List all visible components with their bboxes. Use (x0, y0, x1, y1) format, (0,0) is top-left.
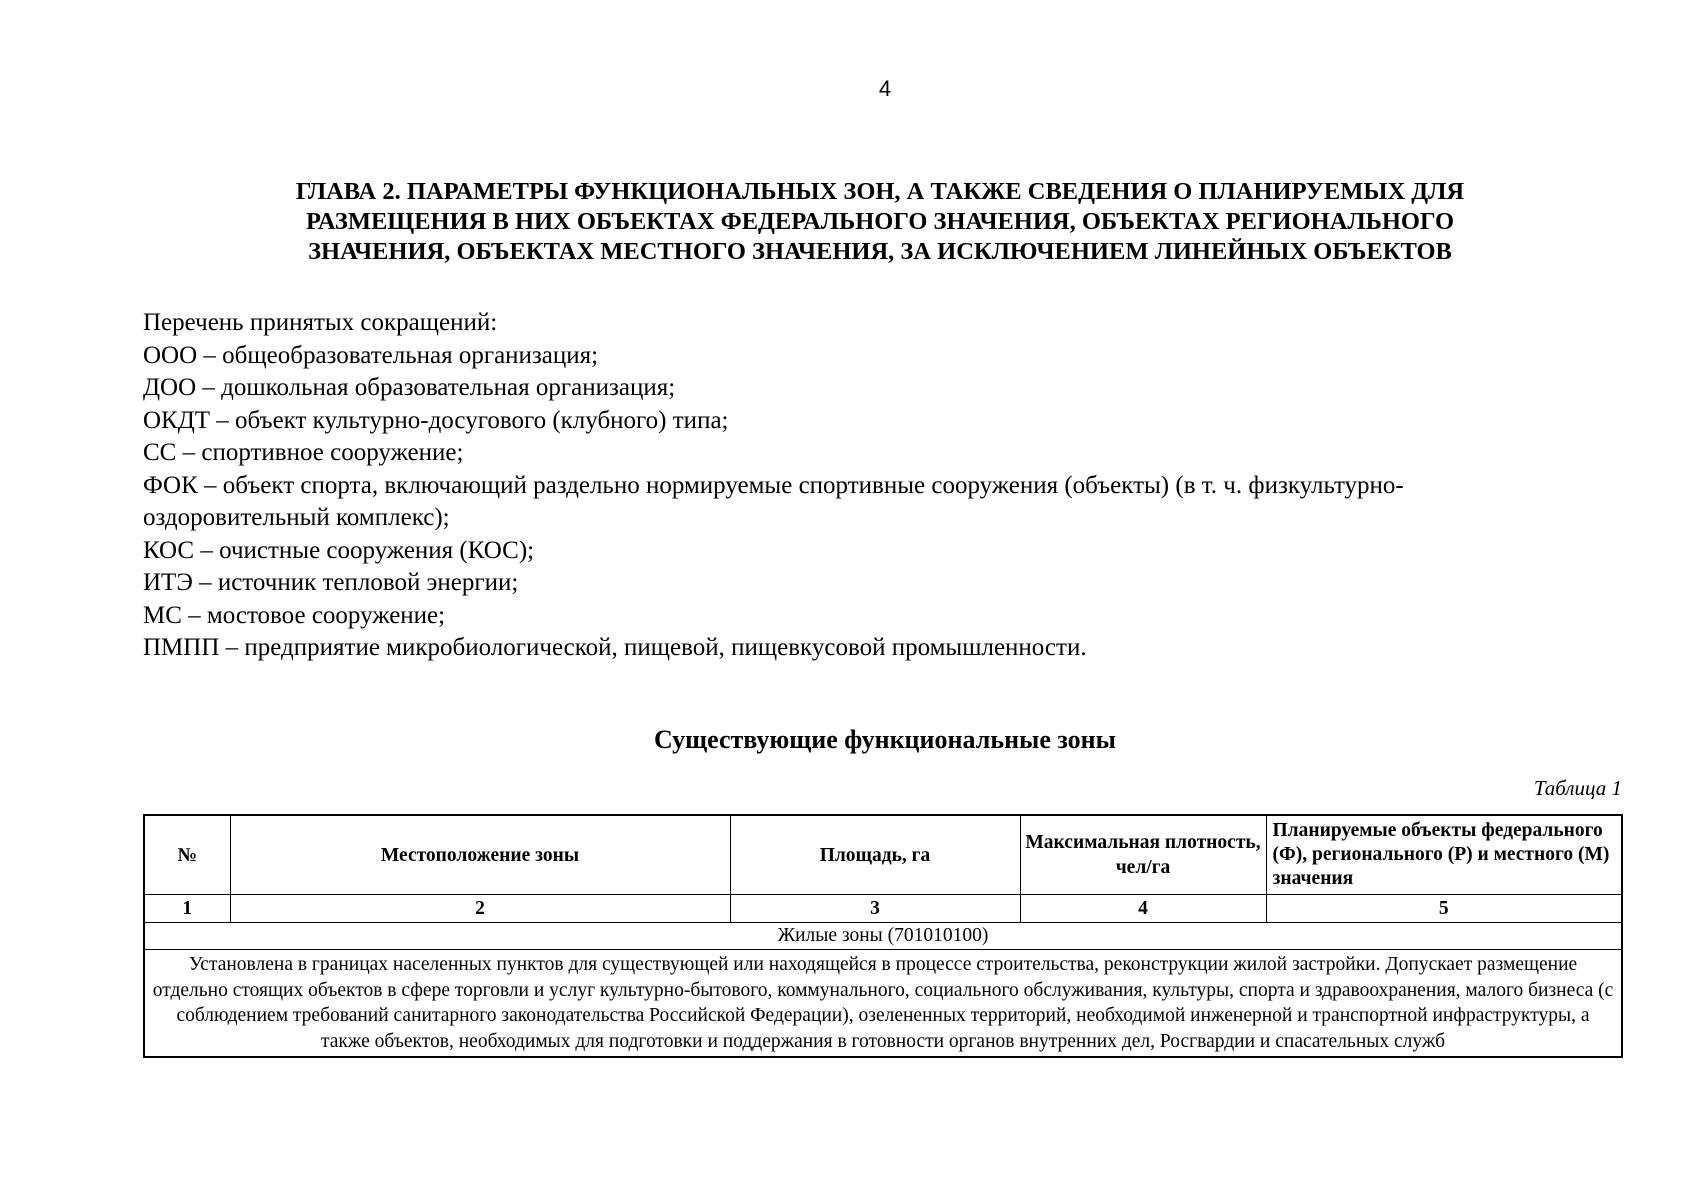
column-header-number: № (144, 815, 230, 895)
chapter-title-line: ГЛАВА 2. ПАРАМЕТРЫ ФУНКЦИОНАЛЬНЫХ ЗОН, А ТАКЖЕ СВЕДЕНИЯ О ПЛАНИРУЕМЫХ ДЛЯ (295, 178, 1465, 205)
column-number: 3 (730, 895, 1020, 923)
table-header-row (144, 815, 1622, 895)
abbreviation-item: МС – мостовое сооружение; (143, 601, 446, 629)
column-header-area: Площадь, га (730, 815, 1020, 895)
abbreviation-item: ИТЭ – источник тепловой энергии; (143, 569, 519, 596)
abbreviations-heading: Перечень принятых сокращений: (143, 309, 498, 336)
chapter-title-line: РАЗМЕЩЕНИЯ В НИХ ОБЪЕКТАХ ФЕДЕРАЛЬНОГО ЗНАЧЕНИЯ, ОБЪЕКТАХ РЕГИОНАЛЬНОГО (305, 208, 1455, 235)
abbreviation-item: ДОО – дошкольная образовательная организация; (143, 374, 676, 401)
table-caption: Таблица 1 (1533, 776, 1622, 800)
abbreviation-item: ООО – общеобразовательная организация; (143, 341, 599, 369)
page-number: 4 (878, 76, 892, 101)
zone-description-row (144, 950, 1622, 1058)
column-header-location: Местоположение зоны (230, 815, 730, 895)
zone-description: Установлена в границах населенных пунктов для существующей или находящейся в процессе строительства, реконструкции жилой застройки. Допускает размещение отдельно стоящих объектов в сфере торговли и услуг культурно-бытового, коммунального, социального обслуживания, культуры, спорта и здравоохранения, малого бизнеса (с соблюдением требований санитарного законодательства Российской Федерации), озелененных территорий, необходимой инженерной и транспортной инфраструктуры, а также объектов, необходимых для подготовки и поддержания в готовности органов внутренних дел, Росгвардии и спасательных служб (144, 950, 1622, 1058)
chapter-title-line: ЗНАЧЕНИЯ, ОБЪЕКТАХ МЕСТНОГО ЗНАЧЕНИЯ, ЗА ИСКЛЮЧЕНИЕМ ЛИНЕЙНЫХ ОБЪЕКТОВ (308, 238, 1452, 265)
section-title: Существующие функциональные зоны (654, 725, 1116, 754)
column-number: 4 (1020, 895, 1266, 923)
functional-zones-table (143, 814, 1623, 1058)
abbreviation-item: ПМПП – предприятие микробиологической, пищевой, пищевкусовой промышленности. (143, 634, 1087, 661)
abbreviation-item: СС – спортивное сооружение; (143, 439, 464, 466)
chapter-title (190, 177, 1570, 267)
abbreviation-item: КОС – очистные сооружения (КОС); (143, 536, 535, 564)
column-number: 5 (1266, 895, 1622, 923)
zone-name-row (144, 923, 1622, 950)
abbreviations-list (143, 307, 1603, 665)
abbreviation-item: ОКДТ – объект культурно-досугового (клубного) типа; (143, 406, 729, 434)
column-numbers-row (144, 895, 1622, 923)
column-header-planned-objects: Планируемые объекты федерального (Ф), регионального (Р) и местного (М) значения (1266, 815, 1622, 895)
zone-name: Жилые зоны (701010100) (144, 923, 1622, 950)
abbreviation-item: ФОК – объект спорта, включающий раздельно нормируемые спортивные сооружения (объекты) (в т. ч. физкультурно- (143, 471, 1404, 499)
column-number: 2 (230, 895, 730, 923)
column-number: 1 (144, 895, 230, 923)
column-header-density: Максимальная плотность, чел/га (1020, 815, 1266, 895)
abbreviation-item-continuation: оздоровительный комплекс); (143, 504, 450, 531)
